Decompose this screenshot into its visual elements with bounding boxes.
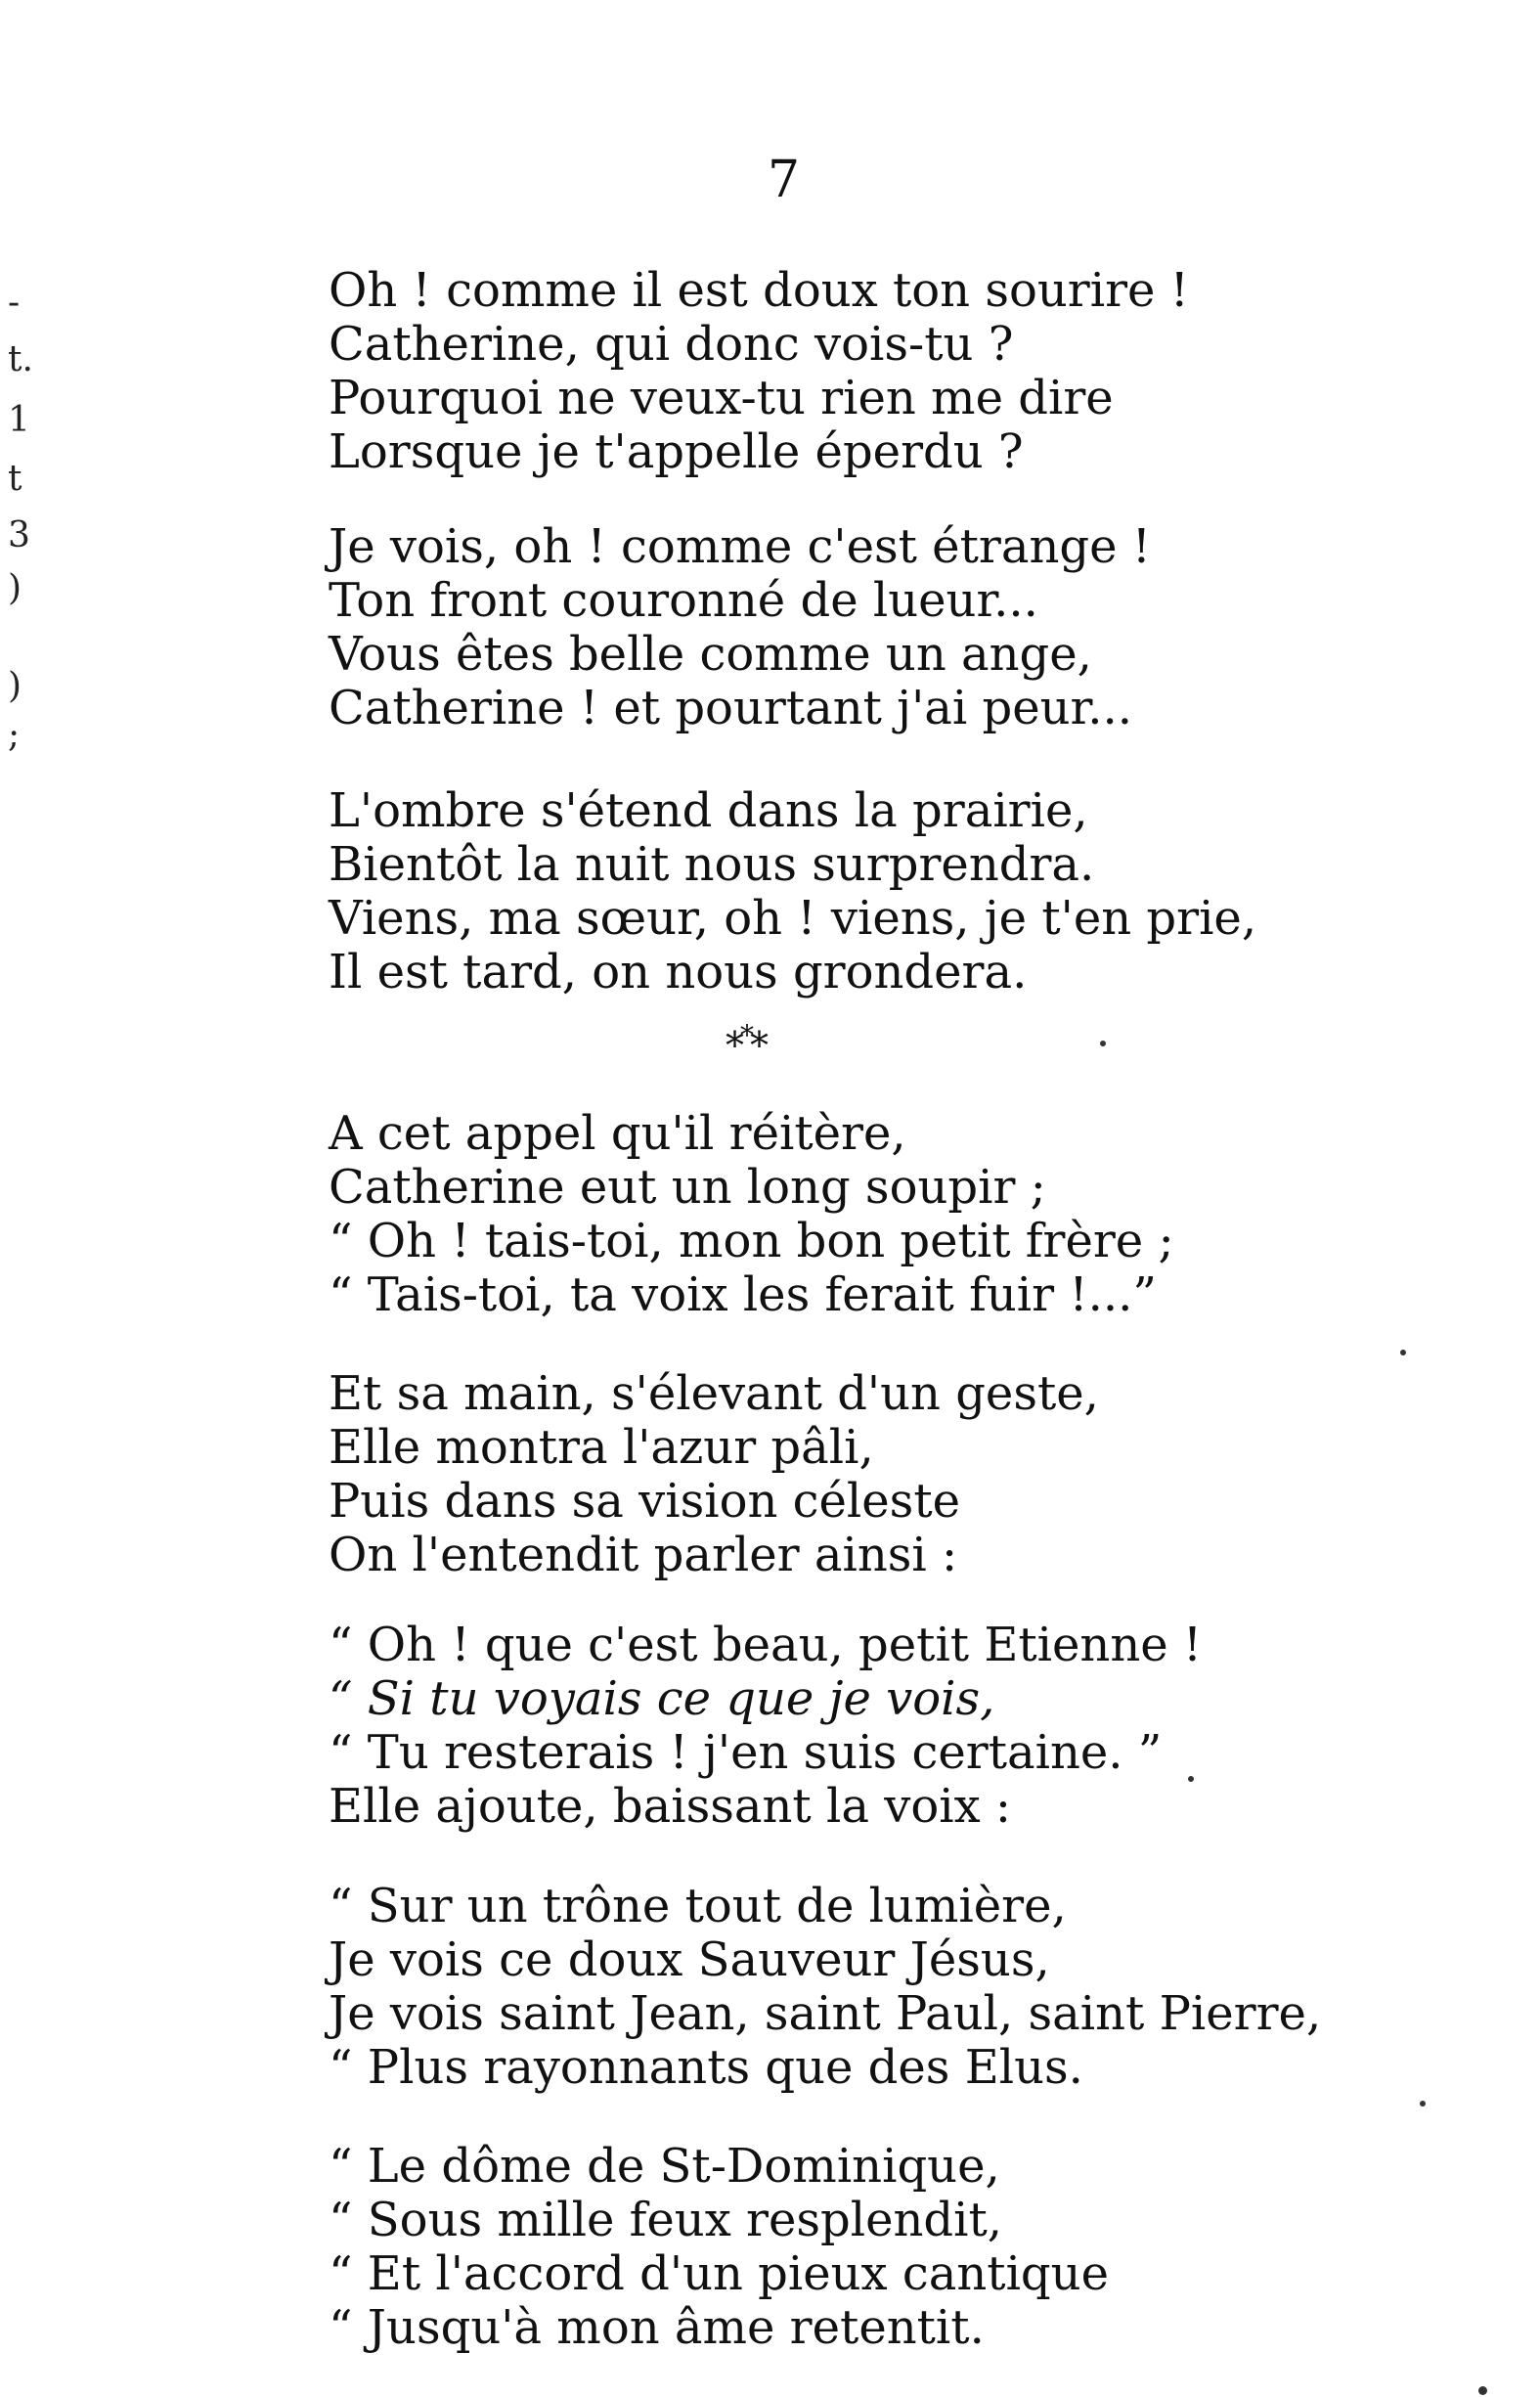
verse-line: Viens, ma sœur, oh ! viens, je t'en prie,: [329, 891, 1257, 946]
verse-line: “ Tu resterais ! j'en suis certaine. ”: [329, 1725, 1163, 1780]
verse-line: “ Tais-toi, ta voix les ferait fuir !...”: [329, 1267, 1157, 1322]
asterism-ornament: [726, 1019, 765, 1067]
gutter-mark: t.: [8, 339, 33, 379]
stanza-2: [329, 520, 1151, 735]
ink-speck: [1420, 2101, 1426, 2107]
asterism-star: *: [726, 1024, 740, 1067]
verse-line: Puis dans sa vision céleste: [329, 1474, 961, 1529]
ink-speck: [1100, 1041, 1106, 1046]
verse-line: “ Oh ! que c'est beau, petit Etienne !: [329, 1618, 1203, 1672]
verse-line: Et sa main, s'élevant d'un geste,: [329, 1366, 1099, 1421]
verse-line: Ton front couronné de lueur...: [329, 573, 1038, 628]
verse-line: Oh ! comme il est doux ton sourire !: [329, 263, 1189, 318]
gutter-mark: 1: [8, 400, 30, 440]
verse-line: “ Jusqu'à mon âme retentit.: [329, 2300, 985, 2355]
verse-line: Il est tard, on nous grondera.: [329, 945, 1028, 999]
verse-line: Catherine, qui donc vois-tu ?: [329, 317, 1014, 372]
stanza-1: [329, 264, 1306, 479]
verse-line: Elle ajoute, baissant la voix :: [329, 1779, 1012, 1834]
ink-speck: [1400, 1350, 1406, 1355]
verse-line: Elle montra l'azur pâli,: [329, 1420, 874, 1475]
stanza-5: [329, 1367, 1099, 1582]
verse-line: On l'entendit parler ainsi :: [329, 1528, 958, 1582]
gutter-mark: ): [8, 568, 22, 608]
gutter-mark: ;: [8, 715, 21, 755]
asterism-star: *: [740, 1019, 750, 1051]
verse-line: A cet appel qu'il réitère,: [329, 1106, 906, 1161]
verse-line: Catherine ! et pourtant j'ai peur...: [329, 681, 1132, 735]
verse-line: [329, 1672, 1202, 1726]
gutter-mark: ): [8, 666, 22, 706]
verse-line: Je vois saint Jean, saint Paul, saint Pierre,: [329, 1986, 1322, 2041]
verse-line: L'ombre s'étend dans la prairie,: [329, 783, 1088, 838]
page-number: 7: [768, 151, 801, 209]
stanza-4: [329, 1107, 1174, 1322]
stanza-6: [329, 1619, 1202, 1834]
verse-line: “ Le dôme de St-Dominique,: [329, 2139, 1000, 2194]
verse-line-italic: “ Si tu voyais ce que je vois,: [329, 1671, 995, 1726]
gutter-mark: 3: [8, 515, 30, 555]
verse-line: “ Et l'accord d'un pieux cantique: [329, 2246, 1109, 2301]
stanza-7: [329, 1880, 1321, 2095]
verse-line: “ Oh ! tais-toi, mon bon petit frère ;: [329, 1214, 1174, 1268]
gutter-mark: -: [8, 283, 21, 323]
verse-line: Catherine eut un long soupir ;: [329, 1160, 1046, 1215]
stanza-8: [329, 2140, 1109, 2355]
gutter-mark: t: [8, 459, 22, 499]
ink-speck: [1188, 1776, 1194, 1782]
verse-line: “ Sur un trône tout de lumière,: [329, 1879, 1067, 1933]
asterism-star: *: [750, 1024, 765, 1067]
verse-line: Pourquoi ne veux-tu rien me dire: [329, 371, 1114, 425]
stanza-3: [329, 784, 1256, 999]
verse-line: “ Sous mille feux resplendit,: [329, 2193, 1003, 2247]
verse-line: Vous êtes belle comme un ange,: [329, 627, 1092, 682]
poem-body: [329, 263, 1322, 2355]
verse-line: Lorsque je t'appelle éperdu ?: [329, 424, 1024, 479]
verse-line: “ Plus rayonnants que des Elus.: [329, 2040, 1083, 2095]
verse-line: Je vois, oh ! comme c'est étrange !: [329, 519, 1152, 574]
verse-line: Bientôt la nuit nous surprendra.: [329, 837, 1095, 892]
verse-line: Je vois ce doux Sauveur Jésus,: [329, 1932, 1050, 1987]
ink-speck: [1478, 2386, 1487, 2395]
